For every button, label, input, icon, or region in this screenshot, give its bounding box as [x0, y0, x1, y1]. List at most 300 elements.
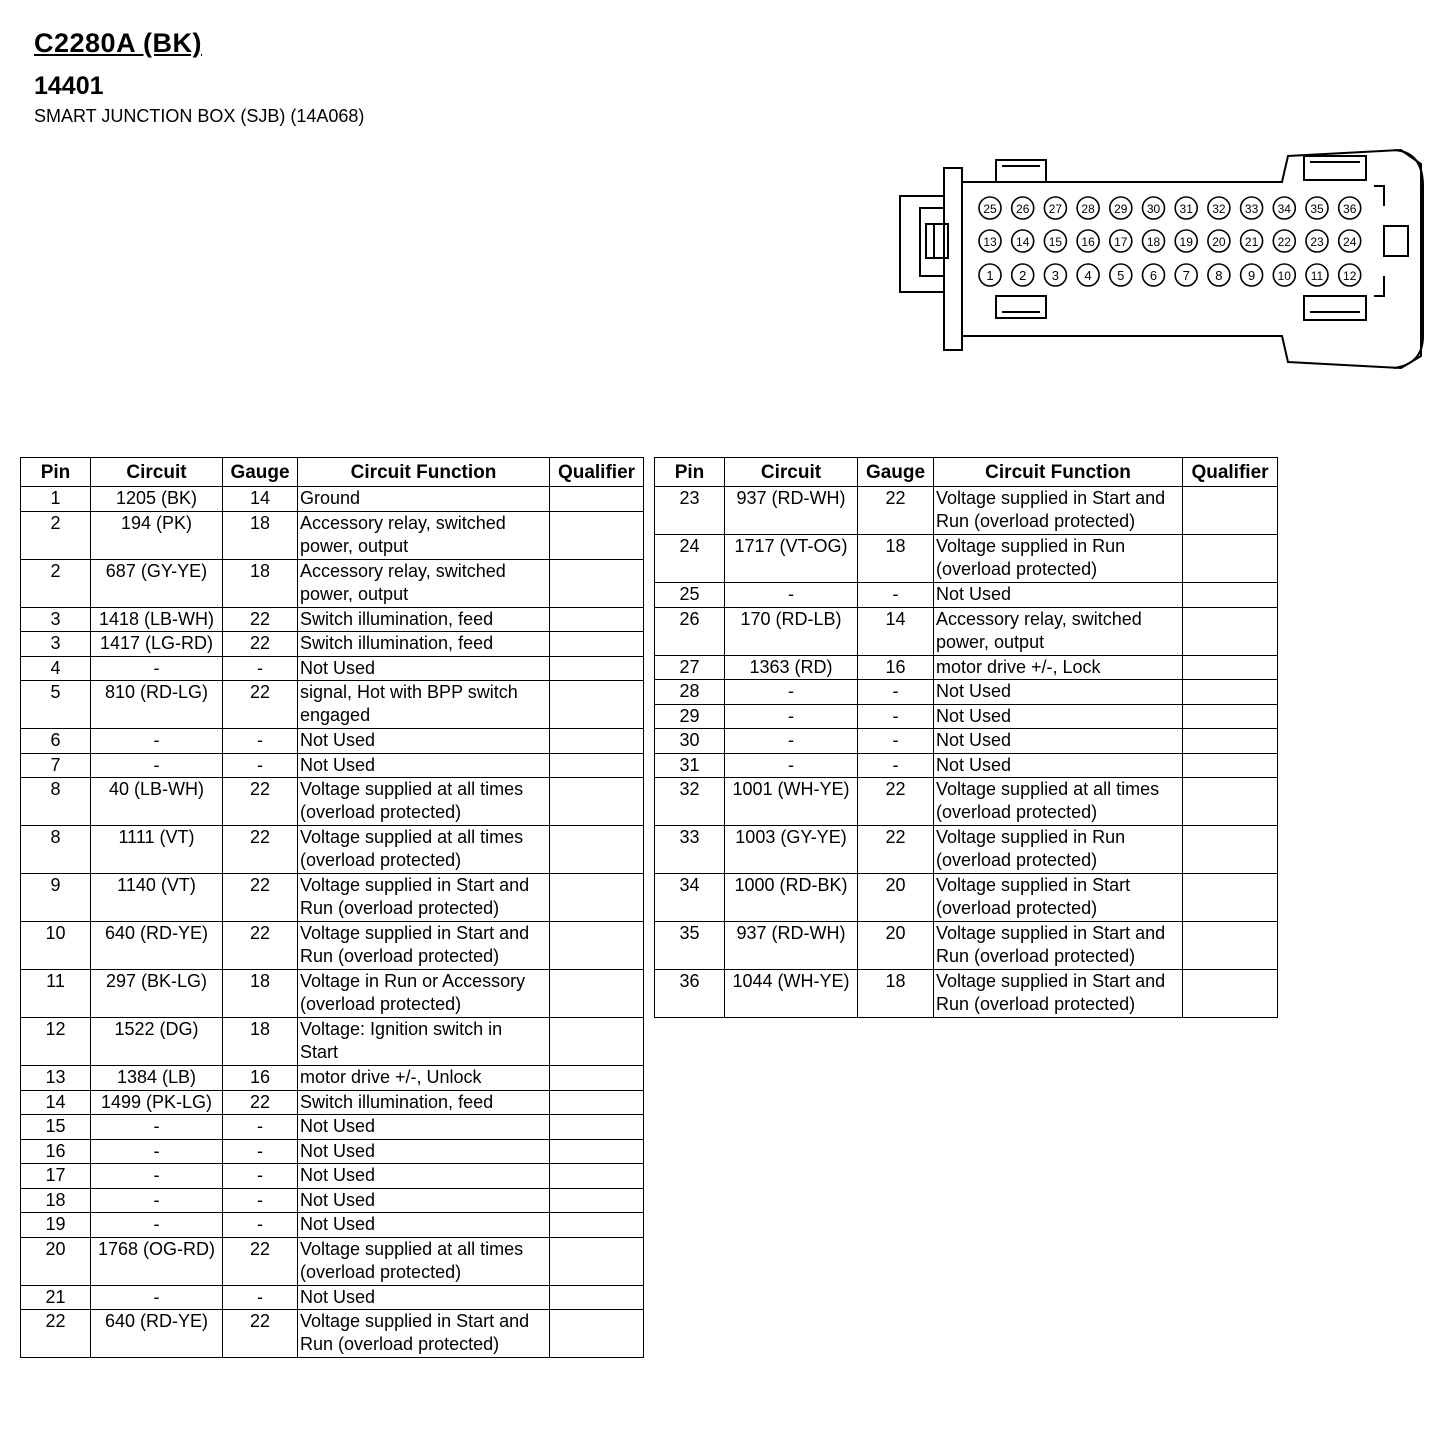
- pin-number-label: 10: [1277, 269, 1291, 283]
- function-cell: [934, 535, 1183, 583]
- pin-cell: 36: [655, 970, 725, 1018]
- function-line: Voltage supplied in Start: [936, 875, 1131, 895]
- pin-number-label: 6: [1149, 268, 1158, 283]
- pin-cell: 22: [21, 1310, 91, 1358]
- pin-number-label: 17: [1114, 235, 1128, 249]
- function-line: Voltage supplied in Start and: [936, 971, 1166, 991]
- gauge-cell: -: [858, 680, 934, 705]
- function-line: power, output: [300, 583, 409, 604]
- table-row: [21, 632, 644, 657]
- function-line: Voltage supplied in Run: [936, 827, 1126, 847]
- qualifier-cell: [550, 1285, 644, 1310]
- function-cell: [298, 559, 550, 607]
- pin-number-label: 2: [1019, 268, 1027, 283]
- pinout-table-right: [654, 457, 1278, 1018]
- function-line: Switch illumination, feed: [300, 608, 494, 629]
- table-row: [21, 1213, 644, 1238]
- qualifier-cell: [1183, 826, 1278, 874]
- function-line: (overload protected): [936, 802, 1098, 822]
- function-line: motor drive +/-, Unlock: [300, 1067, 482, 1087]
- function-line: Voltage supplied in Run: [936, 536, 1126, 556]
- table-row: [655, 655, 1278, 680]
- pin-cell: 6: [21, 729, 91, 754]
- circuit-cell: -: [91, 1213, 223, 1238]
- pin-cell: 15: [21, 1115, 91, 1140]
- function-cell: [934, 655, 1183, 680]
- circuit-cell: 1000 (RD-BK): [725, 874, 858, 922]
- pin-cell: 10: [21, 922, 91, 970]
- table-row: [21, 1285, 644, 1310]
- function-cell: [298, 681, 550, 729]
- circuit-cell: -: [725, 704, 858, 729]
- gauge-cell: 20: [858, 874, 934, 922]
- qualifier-cell: [550, 681, 644, 729]
- qualifier-cell: [550, 511, 644, 559]
- pin-cell: 24: [655, 535, 725, 583]
- pin-grid: [979, 197, 1361, 286]
- pin-cell: 20: [21, 1237, 91, 1285]
- table-row: [655, 826, 1278, 874]
- table-row: [655, 922, 1278, 970]
- gauge-cell: 18: [223, 511, 298, 559]
- gauge-cell: -: [223, 1115, 298, 1140]
- pin-cell: 8: [21, 778, 91, 826]
- table-row: [21, 1188, 644, 1213]
- pin-number-label: 34: [1277, 202, 1291, 216]
- table-row: [21, 1164, 644, 1189]
- circuit-cell: -: [91, 1115, 223, 1140]
- function-line: Voltage supplied in Start and: [936, 923, 1166, 943]
- function-cell: [934, 826, 1183, 874]
- table-row: [21, 874, 644, 922]
- function-cell: [934, 753, 1183, 778]
- pin-cell: 29: [655, 704, 725, 729]
- pin-number-label: 22: [1277, 235, 1291, 249]
- circuit-cell: 40 (LB-WH): [91, 778, 223, 826]
- function-line: Not Used: [300, 657, 376, 678]
- qualifier-cell: [1183, 874, 1278, 922]
- header-gauge: Gauge: [223, 458, 298, 487]
- circuit-cell: 1205 (BK): [91, 487, 223, 512]
- gauge-cell: 20: [858, 922, 934, 970]
- pin-number-label: 27: [1048, 202, 1063, 216]
- circuit-cell: 1417 (LG-RD): [91, 632, 223, 657]
- qualifier-cell: [1183, 487, 1278, 535]
- circuit-cell: 1044 (WH-YE): [725, 970, 858, 1018]
- function-cell: [934, 970, 1183, 1018]
- function-cell: [298, 1066, 550, 1091]
- circuit-cell: 1768 (OG-RD): [91, 1237, 223, 1285]
- function-line: Run (overload protected): [936, 994, 1136, 1014]
- function-cell: [298, 874, 550, 922]
- table-row: [21, 1237, 644, 1285]
- gauge-cell: 18: [223, 970, 298, 1018]
- qualifier-cell: [550, 1018, 644, 1066]
- function-cell: [298, 632, 550, 657]
- gauge-cell: -: [858, 753, 934, 778]
- pin-cell: 21: [21, 1285, 91, 1310]
- pin-number-label: 35: [1310, 202, 1324, 216]
- function-cell: [298, 778, 550, 826]
- qualifier-cell: [550, 1310, 644, 1358]
- pin-number-label: 28: [1081, 202, 1095, 216]
- table-row: [655, 607, 1278, 655]
- function-cell: [934, 729, 1183, 754]
- gauge-cell: 18: [223, 1018, 298, 1066]
- gauge-cell: 22: [223, 922, 298, 970]
- function-line: Voltage supplied in Start and: [300, 923, 530, 943]
- function-line: Run (overload protected): [300, 1334, 500, 1354]
- circuit-cell: 1384 (LB): [91, 1066, 223, 1091]
- circuit-cell: 1717 (VT-OG): [725, 535, 858, 583]
- connector-face-diagram: [896, 146, 1428, 372]
- pin-number-label: 18: [1146, 235, 1161, 249]
- gauge-cell: 22: [223, 681, 298, 729]
- qualifier-cell: [550, 1164, 644, 1189]
- qualifier-cell: [1183, 704, 1278, 729]
- function-cell: [298, 487, 550, 512]
- pin-cell: 19: [21, 1213, 91, 1238]
- pin-number-label: 4: [1084, 268, 1092, 283]
- circuit-cell: -: [91, 1139, 223, 1164]
- circuit-cell: 1499 (PK-LG): [91, 1090, 223, 1115]
- table-row: [21, 559, 644, 607]
- connector-title: C2280A (BK): [34, 28, 203, 58]
- qualifier-cell: [1183, 778, 1278, 826]
- gauge-cell: 18: [858, 535, 934, 583]
- circuit-cell: 297 (BK-LG): [91, 970, 223, 1018]
- table-row: [21, 1018, 644, 1066]
- circuit-cell: -: [91, 1164, 223, 1189]
- function-cell: [934, 680, 1183, 705]
- header-qualifier: Qualifier: [550, 458, 644, 487]
- qualifier-cell: [1183, 753, 1278, 778]
- pin-cell: 31: [655, 753, 725, 778]
- header-circuit-function: Circuit Function: [298, 458, 550, 487]
- function-cell: [298, 826, 550, 874]
- pin-cell: 1: [21, 487, 91, 512]
- circuit-cell: 810 (RD-LG): [91, 681, 223, 729]
- pin-number-label: 8: [1215, 268, 1223, 283]
- function-line: power, output: [936, 631, 1045, 652]
- gauge-cell: -: [223, 1164, 298, 1189]
- pin-number-label: 7: [1182, 268, 1190, 283]
- function-line: (overload protected): [300, 1261, 462, 1282]
- function-line: Switch illumination, feed: [300, 633, 494, 653]
- function-line: Not Used: [300, 1140, 376, 1161]
- table-row: [21, 922, 644, 970]
- circuit-cell: -: [725, 729, 858, 754]
- gauge-cell: -: [223, 656, 298, 681]
- function-line: Voltage supplied at all times: [300, 779, 524, 799]
- qualifier-cell: [1183, 729, 1278, 754]
- circuit-cell: 1140 (VT): [91, 874, 223, 922]
- pin-cell: 32: [655, 778, 725, 826]
- function-cell: [298, 970, 550, 1018]
- pin-cell: 2: [21, 559, 91, 607]
- table-row: [21, 487, 644, 512]
- function-line: (overload protected): [936, 898, 1098, 918]
- qualifier-cell: [550, 1090, 644, 1115]
- qualifier-cell: [550, 487, 644, 512]
- function-line: Voltage: Ignition switch in: [300, 1019, 503, 1039]
- table-row: [655, 535, 1278, 583]
- qualifier-cell: [1183, 655, 1278, 680]
- gauge-cell: 22: [223, 1090, 298, 1115]
- pin-cell: 4: [21, 656, 91, 681]
- qualifier-cell: [1183, 922, 1278, 970]
- function-cell: [298, 1213, 550, 1238]
- circuit-cell: 1363 (RD): [725, 655, 858, 680]
- qualifier-cell: [550, 607, 644, 632]
- function-cell: [298, 1090, 550, 1115]
- qualifier-cell: [550, 632, 644, 657]
- function-cell: [934, 487, 1183, 535]
- table-row: [21, 511, 644, 559]
- qualifier-cell: [550, 1237, 644, 1285]
- qualifier-cell: [550, 826, 644, 874]
- header-gauge: Gauge: [858, 458, 934, 487]
- pin-number-label: 32: [1212, 202, 1226, 216]
- gauge-cell: 22: [858, 487, 934, 535]
- gauge-cell: 22: [223, 778, 298, 826]
- qualifier-cell: [550, 1139, 644, 1164]
- pin-number-label: 25: [983, 202, 997, 216]
- function-line: Not Used: [300, 1286, 376, 1307]
- table-row: [655, 970, 1278, 1018]
- header-circuit-function: Circuit Function: [934, 458, 1183, 487]
- function-cell: [298, 511, 550, 559]
- function-line: Voltage in Run or Accessory: [300, 971, 526, 991]
- pin-cell: 5: [21, 681, 91, 729]
- pin-cell: 13: [21, 1066, 91, 1091]
- function-line: (overload protected): [300, 802, 462, 822]
- pin-number-label: 21: [1244, 235, 1259, 249]
- circuit-cell: -: [725, 583, 858, 608]
- qualifier-cell: [550, 1213, 644, 1238]
- function-line: (overload protected): [936, 559, 1098, 579]
- pin-number-label: 24: [1343, 235, 1357, 249]
- function-line: Run (overload protected): [300, 946, 500, 966]
- function-line: Not Used: [300, 754, 376, 775]
- header-pin: Pin: [655, 458, 725, 487]
- function-line: Not Used: [300, 1116, 376, 1136]
- header-qualifier: Qualifier: [1183, 458, 1278, 487]
- function-line: Run (overload protected): [936, 946, 1136, 966]
- pin-number-label: 36: [1343, 202, 1357, 216]
- gauge-cell: -: [223, 1213, 298, 1238]
- pin-cell: 3: [21, 607, 91, 632]
- function-cell: [298, 729, 550, 754]
- pin-number-label: 23: [1310, 235, 1324, 249]
- qualifier-cell: [550, 1066, 644, 1091]
- pin-number-label: 30: [1146, 202, 1161, 216]
- table-row: [655, 487, 1278, 535]
- gauge-cell: 22: [223, 874, 298, 922]
- qualifier-cell: [550, 874, 644, 922]
- pin-number-label: 11: [1310, 269, 1324, 283]
- pin-cell: 28: [655, 680, 725, 705]
- table-header-row: [21, 458, 644, 487]
- gauge-cell: 16: [223, 1066, 298, 1091]
- pin-cell: 25: [655, 583, 725, 608]
- function-line: Not Used: [936, 705, 1012, 726]
- gauge-cell: 22: [223, 1237, 298, 1285]
- table-row: [21, 826, 644, 874]
- circuit-cell: 687 (GY-YE): [91, 559, 223, 607]
- table-header-row: [655, 458, 1278, 487]
- function-cell: [298, 1237, 550, 1285]
- function-line: (overload protected): [300, 994, 462, 1014]
- pin-number-label: 13: [983, 235, 997, 249]
- table-row: [655, 680, 1278, 705]
- circuit-cell: 937 (RD-WH): [725, 487, 858, 535]
- gauge-cell: 16: [858, 655, 934, 680]
- qualifier-cell: [550, 1115, 644, 1140]
- function-line: Not Used: [936, 681, 1012, 701]
- function-line: Run (overload protected): [936, 511, 1136, 531]
- qualifier-cell: [550, 656, 644, 681]
- pin-cell: 16: [21, 1139, 91, 1164]
- pin-number-label: 15: [1048, 235, 1063, 249]
- table-row: [21, 681, 644, 729]
- function-cell: [298, 1115, 550, 1140]
- function-cell: [298, 607, 550, 632]
- function-line: signal, Hot with BPP switch: [300, 682, 518, 702]
- gauge-cell: -: [223, 1188, 298, 1213]
- circuit-cell: 640 (RD-YE): [91, 1310, 223, 1358]
- header-circuit: Circuit: [725, 458, 858, 487]
- qualifier-cell: [1183, 535, 1278, 583]
- header-circuit: Circuit: [91, 458, 223, 487]
- table-row: [21, 607, 644, 632]
- function-line: Voltage supplied at all times: [300, 1238, 524, 1259]
- pin-number-label: 9: [1247, 268, 1256, 283]
- function-line: Run (overload protected): [300, 898, 500, 918]
- component-description: SMART JUNCTION BOX (SJB) (14A068): [34, 106, 365, 126]
- pin-cell: 18: [21, 1188, 91, 1213]
- gauge-cell: -: [223, 753, 298, 778]
- function-cell: [934, 607, 1183, 655]
- function-line: Voltage supplied in Start and: [300, 875, 530, 895]
- gauge-cell: -: [858, 704, 934, 729]
- circuit-cell: -: [91, 1188, 223, 1213]
- circuit-cell: 170 (RD-LB): [725, 607, 858, 655]
- function-line: Voltage supplied in Start and: [936, 488, 1166, 508]
- gauge-cell: 18: [858, 970, 934, 1018]
- gauge-cell: 22: [858, 826, 934, 874]
- pin-number-label: 26: [1016, 202, 1030, 216]
- function-line: Accessory relay, switched: [300, 512, 506, 533]
- function-cell: [298, 1310, 550, 1358]
- circuit-cell: -: [91, 1285, 223, 1310]
- pin-cell: 27: [655, 655, 725, 680]
- pin-cell: 2: [21, 511, 91, 559]
- function-line: Not Used: [936, 754, 1012, 775]
- qualifier-cell: [550, 753, 644, 778]
- table-row: [655, 729, 1278, 754]
- table-row: [21, 753, 644, 778]
- pin-cell: 26: [655, 607, 725, 655]
- pin-number-label: 33: [1244, 202, 1259, 216]
- circuit-cell: 1001 (WH-YE): [725, 778, 858, 826]
- pin-number-label: 29: [1114, 202, 1128, 216]
- gauge-cell: 22: [223, 1310, 298, 1358]
- function-cell: [298, 1188, 550, 1213]
- qualifier-cell: [550, 559, 644, 607]
- table-row: [655, 583, 1278, 608]
- function-line: Voltage supplied in Start and: [300, 1311, 530, 1331]
- pin-number-label: 14: [1016, 235, 1030, 249]
- function-cell: [298, 1285, 550, 1310]
- function-line: power, output: [300, 535, 409, 556]
- pin-cell: 12: [21, 1018, 91, 1066]
- gauge-cell: -: [223, 1285, 298, 1310]
- function-cell: [934, 583, 1183, 608]
- pin-number-label: 3: [1051, 268, 1060, 283]
- function-cell: [934, 778, 1183, 826]
- pin-number-label: 1: [986, 268, 994, 283]
- qualifier-cell: [1183, 583, 1278, 608]
- function-line: Not Used: [300, 1189, 376, 1210]
- function-line: Not Used: [936, 584, 1012, 604]
- table-row: [21, 729, 644, 754]
- function-line: Switch illumination, feed: [300, 1091, 494, 1112]
- circuit-cell: 1418 (LB-WH): [91, 607, 223, 632]
- circuit-cell: 1111 (VT): [91, 826, 223, 874]
- table-row: [21, 1066, 644, 1091]
- pin-cell: 3: [21, 632, 91, 657]
- gauge-cell: 14: [858, 607, 934, 655]
- gauge-cell: 22: [223, 826, 298, 874]
- part-code: 14401: [34, 72, 104, 100]
- pin-number-label: 16: [1081, 235, 1095, 249]
- circuit-cell: 1522 (DG): [91, 1018, 223, 1066]
- circuit-cell: -: [91, 753, 223, 778]
- circuit-cell: 937 (RD-WH): [725, 922, 858, 970]
- function-cell: [298, 1139, 550, 1164]
- gauge-cell: 14: [223, 487, 298, 512]
- table-row: [655, 874, 1278, 922]
- function-cell: [934, 704, 1183, 729]
- circuit-cell: -: [725, 753, 858, 778]
- function-line: Not Used: [300, 1214, 376, 1234]
- pin-number-label: 5: [1117, 268, 1125, 283]
- pin-cell: 9: [21, 874, 91, 922]
- gauge-cell: 22: [223, 607, 298, 632]
- pin-number-label: 19: [1179, 235, 1193, 249]
- pin-cell: 14: [21, 1090, 91, 1115]
- pin-cell: 11: [21, 970, 91, 1018]
- gauge-cell: -: [223, 729, 298, 754]
- qualifier-cell: [550, 1188, 644, 1213]
- qualifier-cell: [1183, 680, 1278, 705]
- function-cell: [298, 1018, 550, 1066]
- table-row: [21, 970, 644, 1018]
- function-line: motor drive +/-, Lock: [936, 656, 1101, 677]
- function-line: Accessory relay, switched: [300, 560, 506, 581]
- pin-cell: 8: [21, 826, 91, 874]
- function-line: Not Used: [300, 1165, 376, 1185]
- qualifier-cell: [550, 729, 644, 754]
- table-row: [21, 1139, 644, 1164]
- table-row: [655, 704, 1278, 729]
- table-row: [655, 778, 1278, 826]
- gauge-cell: -: [858, 729, 934, 754]
- pin-cell: 35: [655, 922, 725, 970]
- function-line: (overload protected): [300, 850, 462, 870]
- pin-cell: 33: [655, 826, 725, 874]
